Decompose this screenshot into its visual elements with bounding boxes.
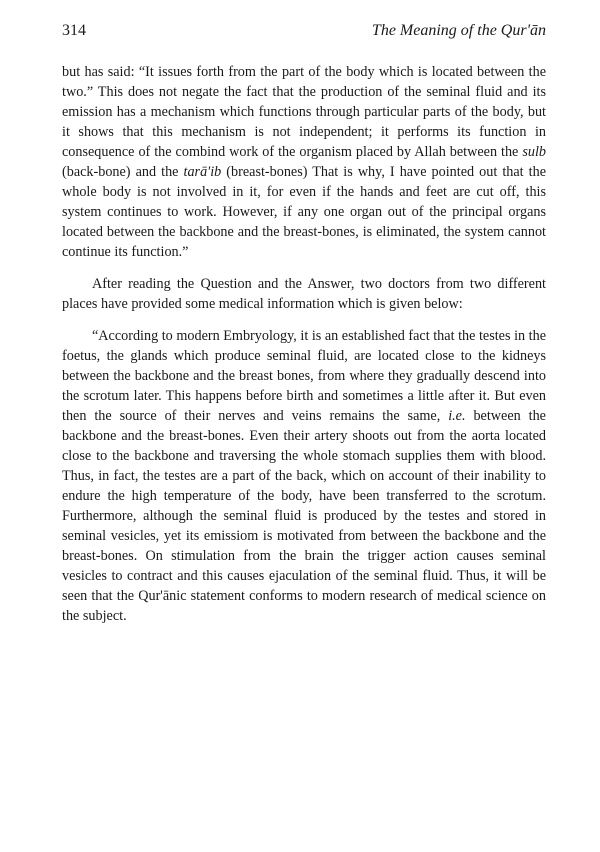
italic-abbreviation-ie: i.e.: [448, 408, 466, 424]
paragraph-text: “According to modern Embryology, it is an established fact that the testes in the foetus, the glands which produce seminal fluid, are located close to the kidneys between the backbone and the breast bones, from where they gradually descend into the scrotum later. This happens before birth and sometimes a little after it. But even then the source of their nerves and veins remains the same,: [62, 328, 546, 424]
paragraph-doctors: After reading the Question and the Answer, two doctors from two different places have provided some medical information which is given below:: [62, 276, 546, 312]
paragraph-text: (breast-bones) That is why, I have pointed out that the whole body is not involved in it, for even if the hands and feet are cut off, this system continues to work. However, if any one organ out of the principal organs located between the backbone and the breast-bones, is eliminated, the system cannot continue its function.”: [62, 164, 546, 260]
paragraph-quote-continuation: [62, 62, 546, 262]
body-text: [62, 62, 546, 626]
paragraph-text: between the backbone and the breast-bones. Even their artery shoots out from the aorta located close to the backbone and traversing the whole stomach supplies them with blood. Thus, in fact, the testes are a part of the back, which on account of their inability to endure the high temperature of the body, have been transferred to the scrotum. Furthermore, although the seminal fluid is produced by the testes and stored in seminal vesicles, yet its emissiom is motivated from between the backbone and the breast-bones. On stimulation from the brain the trigger action causes seminal vesicles to contract and this causes ejaculation of the seminal fluid. Thus, it will be seen that the Qur'ānic statement conforms to modern research of medical science on the subject.: [62, 408, 546, 624]
italic-term-taraib: tarā'ib: [183, 164, 222, 180]
italic-term-sulb: sulb: [522, 144, 546, 160]
running-head: [62, 22, 546, 44]
paragraph-text: (back-bone) and the: [62, 164, 184, 180]
paragraph-text: but has said: “It issues forth from the part of the body which is located between the two.” This does not negate the fact that the production of the seminal fluid and its emission has a mechanism which functions through particular parts of the body, but it shows that this mechanism is not independent; it performs its function in consequence of the combind work of the organism placed by Allah between the: [62, 64, 546, 160]
running-title: The Meaning of the Qur'ān: [371, 22, 546, 39]
page-number: 314: [62, 22, 86, 39]
paragraph-medical-quote: [62, 326, 546, 626]
